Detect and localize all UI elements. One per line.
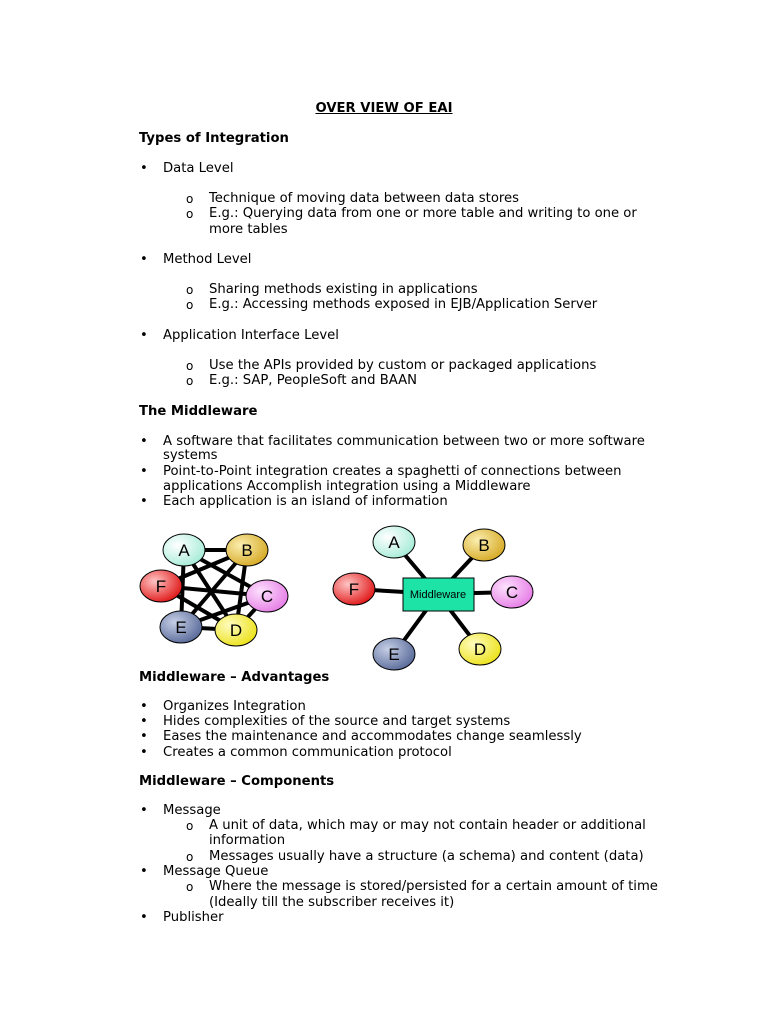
- list-item-message: Message: [163, 803, 221, 818]
- bullet-icon: •: [140, 434, 148, 449]
- node-c-label: C: [505, 583, 519, 602]
- sub-item: E.g.: SAP, PeopleSoft and BAAN: [209, 373, 418, 388]
- node-a-label: A: [178, 541, 190, 560]
- node-d-label: D: [473, 640, 487, 659]
- list-item-message-queue: Message Queue: [163, 864, 269, 879]
- list-item: Each application is an island of information: [163, 494, 448, 509]
- node-f-label: F: [348, 580, 360, 599]
- list-item: Hides complexities of the source and target systems: [163, 714, 511, 729]
- list-item: Point-to-Point integration creates a spaghetti of connections between: [163, 464, 622, 479]
- bullet-icon: •: [140, 161, 148, 176]
- list-item: Organizes Integration: [163, 699, 306, 714]
- list-item: Creates a common communication protocol: [163, 745, 452, 760]
- sub-bullet-icon: o: [186, 283, 194, 297]
- node-d-label: D: [229, 621, 243, 640]
- node-b-label: B: [241, 541, 253, 560]
- section-heading-advantages: Middleware – Advantages: [139, 670, 330, 685]
- section-heading-components: Middleware – Components: [139, 774, 335, 789]
- middleware-label: Middleware: [409, 589, 467, 601]
- sub-bullet-icon: o: [186, 850, 194, 864]
- node-c-label: C: [260, 587, 274, 606]
- section-heading-middleware: The Middleware: [139, 404, 258, 419]
- sub-item: Where the message is stored/persisted for a certain amount of time: [209, 879, 658, 894]
- node-e-label: E: [175, 618, 187, 637]
- sub-item: Use the APIs provided by custom or packaged applications: [209, 358, 597, 373]
- page-title: OVER VIEW OF EAI: [315, 101, 453, 116]
- node-e-label: E: [388, 645, 400, 664]
- node-a-label: A: [388, 533, 400, 552]
- sub-item-continued: more tables: [209, 222, 288, 237]
- sub-item: Messages usually have a structure (a schema) and content (data): [209, 849, 644, 864]
- bullet-icon: •: [140, 699, 148, 714]
- list-item-method-level: Method Level: [163, 252, 252, 267]
- list-item-publisher: Publisher: [163, 910, 224, 925]
- node-b-label: B: [478, 536, 490, 555]
- bullet-icon: •: [140, 328, 148, 343]
- sub-bullet-icon: o: [186, 207, 194, 221]
- sub-bullet-icon: o: [186, 819, 194, 833]
- node-f-label: F: [155, 577, 167, 596]
- sub-item-continued: (Ideally till the subscriber receives it): [209, 895, 455, 910]
- list-item-data-level: Data Level: [163, 161, 234, 176]
- sub-item-continued: information: [209, 833, 286, 848]
- bullet-icon: •: [140, 714, 148, 729]
- list-item: Eases the maintenance and accommodates change seamlessly: [163, 729, 582, 744]
- bullet-icon: •: [140, 864, 148, 879]
- sub-bullet-icon: o: [186, 880, 194, 894]
- sub-item: Technique of moving data between data stores: [209, 191, 520, 206]
- bullet-icon: •: [140, 252, 148, 267]
- list-item-api-level: Application Interface Level: [163, 328, 339, 343]
- list-item: A software that facilitates communication between two or more software: [163, 434, 645, 449]
- sub-bullet-icon: o: [186, 374, 194, 388]
- bullet-icon: •: [140, 729, 148, 744]
- sub-bullet-icon: o: [186, 298, 194, 312]
- sub-bullet-icon: o: [186, 192, 194, 206]
- section-heading-types: Types of Integration: [139, 131, 289, 146]
- list-item-continued: applications Accomplish integration using a Middleware: [163, 479, 531, 494]
- bullet-icon: •: [140, 745, 148, 760]
- sub-item: A unit of data, which may or may not contain header or additional: [209, 818, 646, 833]
- bullet-icon: •: [140, 464, 148, 479]
- sub-item: Sharing methods existing in applications: [209, 282, 478, 297]
- sub-item: E.g.: Accessing methods exposed in EJB/Application Server: [209, 297, 598, 312]
- bullet-icon: •: [140, 803, 148, 818]
- sub-item: E.g.: Querying data from one or more table and writing to one or: [209, 206, 637, 221]
- bullet-icon: •: [140, 910, 148, 925]
- bullet-icon: •: [140, 494, 148, 509]
- list-item-continued: systems: [163, 448, 218, 463]
- sub-bullet-icon: o: [186, 359, 194, 373]
